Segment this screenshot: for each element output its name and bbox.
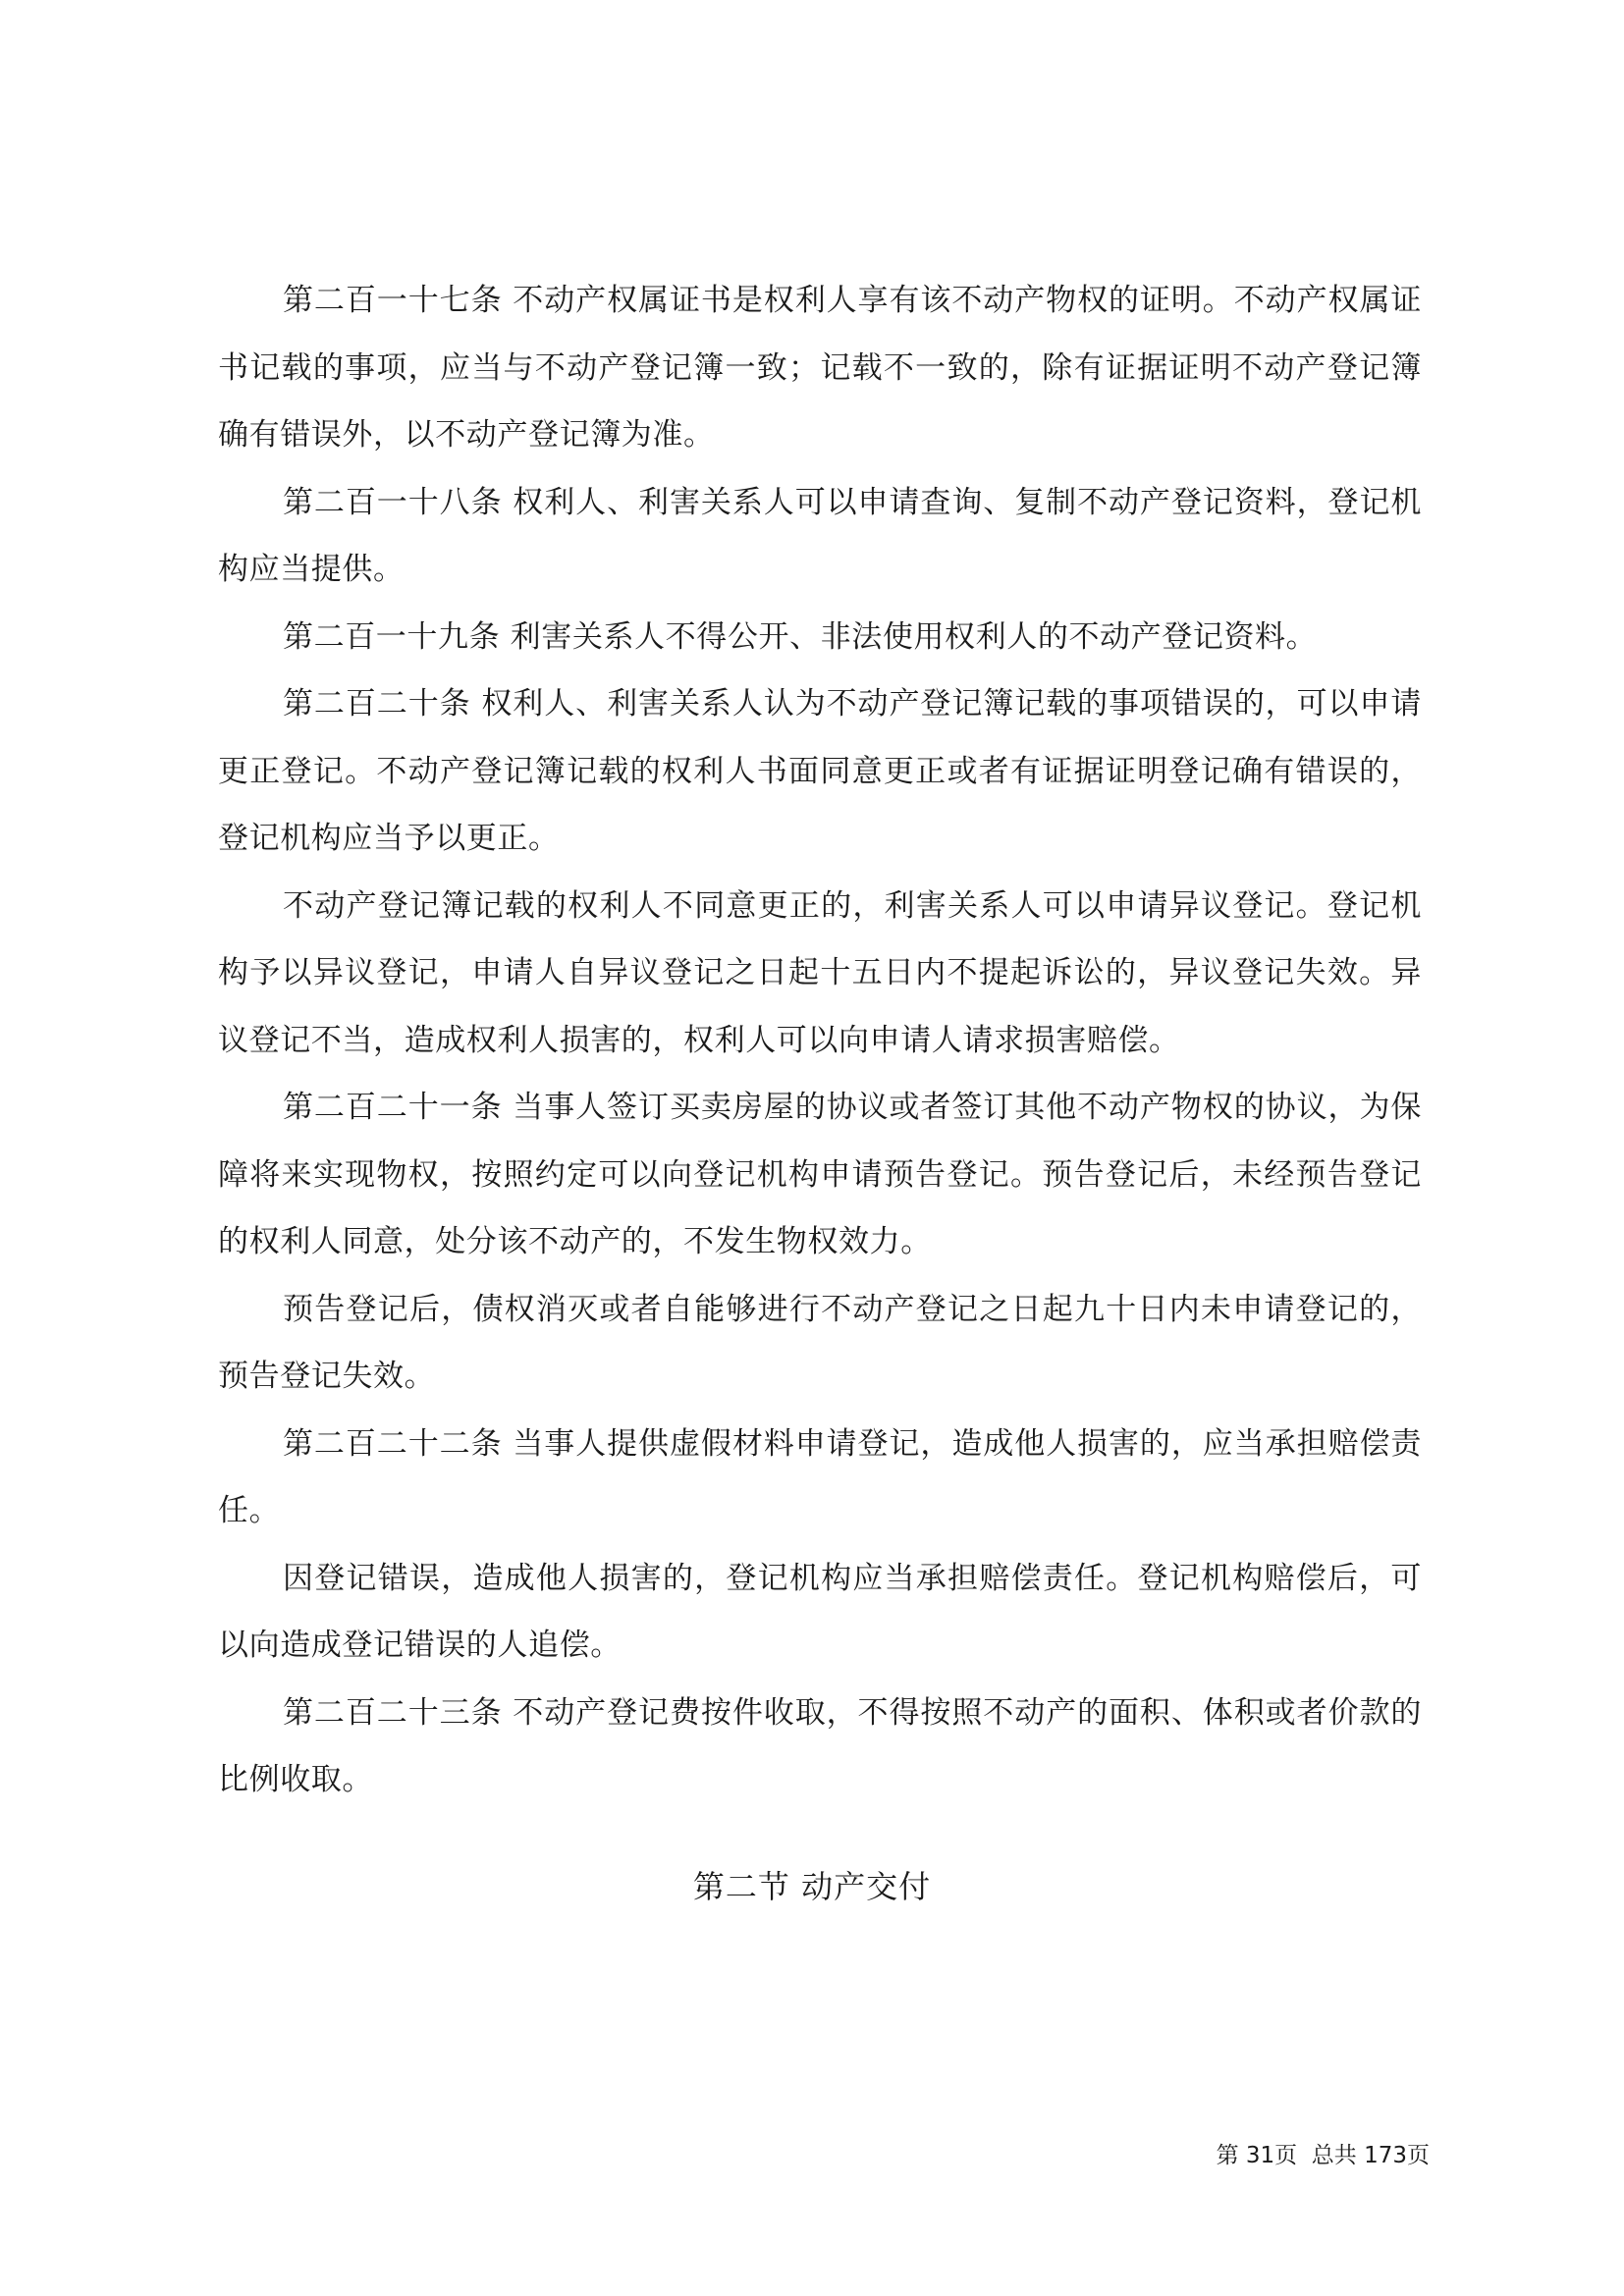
paragraph-article-221-cont: 预告登记后，债权消灭或者自能够进行不动产登记之日起九十日内未申请登记的，预告登记失效。	[218, 1291, 1422, 1394]
paragraph-article-220-cont: 不动产登记簿记载的权利人不同意更正的，利害关系人可以申请异议登记。登记机构予以异议登记，申请人自异议登记之日起十五日内不提起诉讼的，异议登记失效。异议登记不当，造成权利人损害的，权利人可以向申请人请求损害赔偿。	[218, 887, 1422, 1058]
page-number-footer: 第 31页 总共 173页	[1216, 2143, 1430, 2168]
paragraph-article-221: 第二百二十一条 当事人签订买卖房屋的协议或者签订其他不动产物权的协议，为保障将来实现物权，按照约定可以向登记机构申请预告登记。预告登记后，未经预告登记的权利人同意，处分该不动产的，不发生物权效力。	[218, 1090, 1422, 1259]
paragraph-article-223: 第二百二十三条 不动产登记费按件收取，不得按照不动产的面积、体积或者价款的比例收取。	[218, 1694, 1422, 1797]
paragraph-article-217: 第二百一十七条 不动产权属证书是权利人享有该不动产物权的证明。不动产权属证书记载的事项，应当与不动产登记簿一致；记载不一致的，除有证据证明不动产登记簿确有错误外，以不动产登记簿为准。	[218, 283, 1422, 453]
paragraph-article-222-cont: 因登记错误，造成他人损害的，登记机构应当承担赔偿责任。登记机构赔偿后，可以向造成登记错误的人追偿。	[218, 1560, 1422, 1663]
paragraph-article-219: 第二百一十九条 利害关系人不得公开、非法使用权利人的不动产登记资料。	[283, 618, 1318, 655]
body-text	[218, 267, 1422, 1814]
paragraph-article-218: 第二百一十八条 权利人、利害关系人可以申请查询、复制不动产登记资料，登记机构应当提供。	[218, 484, 1422, 587]
section-heading: 第二节 动产交付	[692, 1868, 932, 1905]
paragraph-article-220: 第二百二十条 权利人、利害关系人认为不动产登记簿记载的事项错误的，可以申请更正登记。不动产登记簿记载的权利人书面同意更正或者有证据证明登记确有错误的，登记机构应当予以更正。	[218, 686, 1422, 856]
paragraph-article-222: 第二百二十二条 当事人提供虚假材料申请登记，造成他人损害的，应当承担赔偿责任。	[218, 1425, 1422, 1528]
